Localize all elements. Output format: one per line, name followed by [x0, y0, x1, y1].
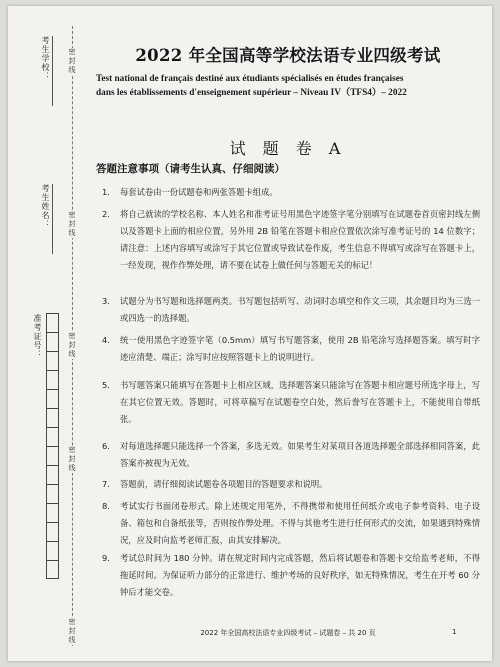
subtitle-line: dans les établissements d'enseignement supérieur – Niveau IV（TFS4）– 2022	[96, 88, 407, 98]
subtitle-line: Test national de français destiné aux étudiants spécialisés en études françaises	[96, 74, 404, 84]
note-text: 考试实行书面闭卷形式。除上述规定用笔外，不得携带和使用任何纸介或电子参考资料、电子设备、箱包和自备纸张等，否则按作弊处理。不得与其他考生进行任何形式的交流，如果遇到特殊情况，应及时向监考老师汇报，由其安排解决。	[120, 501, 480, 545]
note-number: 3.	[102, 296, 110, 306]
seal-label: 密封线	[65, 618, 79, 645]
id-digit-box[interactable]	[46, 313, 59, 332]
id-digit-box[interactable]	[46, 351, 59, 370]
id-digit-box[interactable]	[46, 389, 59, 408]
id-digit-box[interactable]	[46, 408, 59, 427]
name-field[interactable]	[52, 184, 53, 254]
note-text: 每套试卷由一份试题卷和两张答题卡组成。	[120, 187, 278, 197]
note-number: 6.	[102, 441, 110, 451]
exam-sheet	[8, 6, 492, 661]
note-text: 考试总时间为 180 分钟。请在规定时间内完成答题，然后将试题卷和答题卡交给监考老师，不得拖延时间。为保证听力部分的正常进行、维护考场的良好秩序，如无特殊情况，考生在开考 60 分钟后才能交卷。	[120, 553, 480, 597]
subtitle	[96, 72, 480, 100]
id-digit-box[interactable]	[46, 541, 59, 560]
school-label: 考生学校：	[41, 36, 50, 81]
id-digit-box[interactable]	[46, 446, 59, 465]
school-field[interactable]	[52, 36, 53, 106]
id-digit-box[interactable]	[46, 370, 59, 389]
page-footer: 2022 年全国高校法语专业四级考试 – 试题卷 – 共 20 页	[200, 629, 376, 637]
page-number: 1	[452, 628, 457, 636]
id-digit-box[interactable]	[46, 522, 59, 541]
binding-margin	[8, 6, 88, 661]
list-item	[96, 293, 480, 327]
page-title: 2022 年全国高等学校法语专业四级考试	[135, 46, 441, 65]
note-text: 试题分为书写题和选择题两类。书写题包括听写、动词时态填空和作文三项，其余题目均为三选一或四选一的选择题。	[120, 296, 480, 323]
exam-id-boxes[interactable]	[46, 313, 60, 579]
list-item	[96, 438, 480, 472]
notes-heading: 答题注意事项（请考生认真、仔细阅读）	[96, 163, 285, 175]
id-digit-box[interactable]	[46, 560, 59, 579]
id-digit-box[interactable]	[46, 503, 59, 522]
list-item	[96, 184, 480, 201]
list-item	[96, 550, 480, 601]
note-text: 书写题答案只能填写在答题卡上相应区域，选择题答案只能涂写在答题卡相应题号所选字母上，写在其它位置无效。答题时，可将草稿写在试题卷空白处，然后誊写在答题卡上，不能使用自带纸张。	[120, 380, 480, 424]
note-text: 对每道选择题只能选择一个答案，多选无效。如果考生对某项目各道选择题全部选择相同答案，此答案亦被视为无效。	[120, 441, 480, 468]
seal-label: 密封线	[65, 211, 79, 238]
note-text: 将自己就读的学校名称、本人姓名和准考证号用黑色字迹签字笔分别填写在试题卷首页密封线左侧以及答题卡上面的相应位置，另外用 2B 铅笔在答题卡相应位置依次涂写准考证号的 14 位数字；请注意：上述内容填写或涂写于其它位置或导致试卷作废，考生信息不得填写或涂写在答题卡上，一经发现，视作作弊处理，请不要在试卷上做任何与答题无关的标记！	[120, 209, 480, 270]
note-number: 8.	[102, 501, 110, 511]
id-digit-box[interactable]	[46, 427, 59, 446]
note-number: 2.	[102, 209, 110, 219]
list-item	[96, 206, 480, 274]
note-text: 统一使用黑色字迹签字笔（0.5mm）填写书写题答案，使用 2B 铅笔涂写选择题答案。填写时字迹应清楚、端正；涂写时应按照答题卡上的说明进行。	[120, 335, 480, 362]
seal-label: 密封线	[65, 332, 79, 359]
id-digit-box[interactable]	[46, 465, 59, 484]
paper-title: 试 题 卷 A	[229, 139, 347, 158]
note-number: 7.	[102, 479, 110, 489]
seal-label: 密封线	[65, 446, 79, 473]
id-digit-box[interactable]	[46, 332, 59, 351]
note-number: 1.	[102, 187, 110, 197]
list-item	[96, 476, 480, 493]
name-label: 考生姓名：	[41, 184, 50, 229]
id-label: 准考证号：	[33, 314, 42, 359]
note-number: 5.	[102, 380, 110, 390]
list-item	[96, 377, 480, 428]
note-number: 4.	[102, 335, 110, 345]
note-number: 9.	[102, 553, 110, 563]
list-item	[96, 332, 480, 366]
seal-label: 密封线	[65, 48, 79, 75]
list-item	[96, 498, 480, 549]
id-digit-box[interactable]	[46, 484, 59, 503]
note-text: 答题前，请仔细阅读试题卷各项题目的答题要求和说明。	[120, 479, 328, 489]
